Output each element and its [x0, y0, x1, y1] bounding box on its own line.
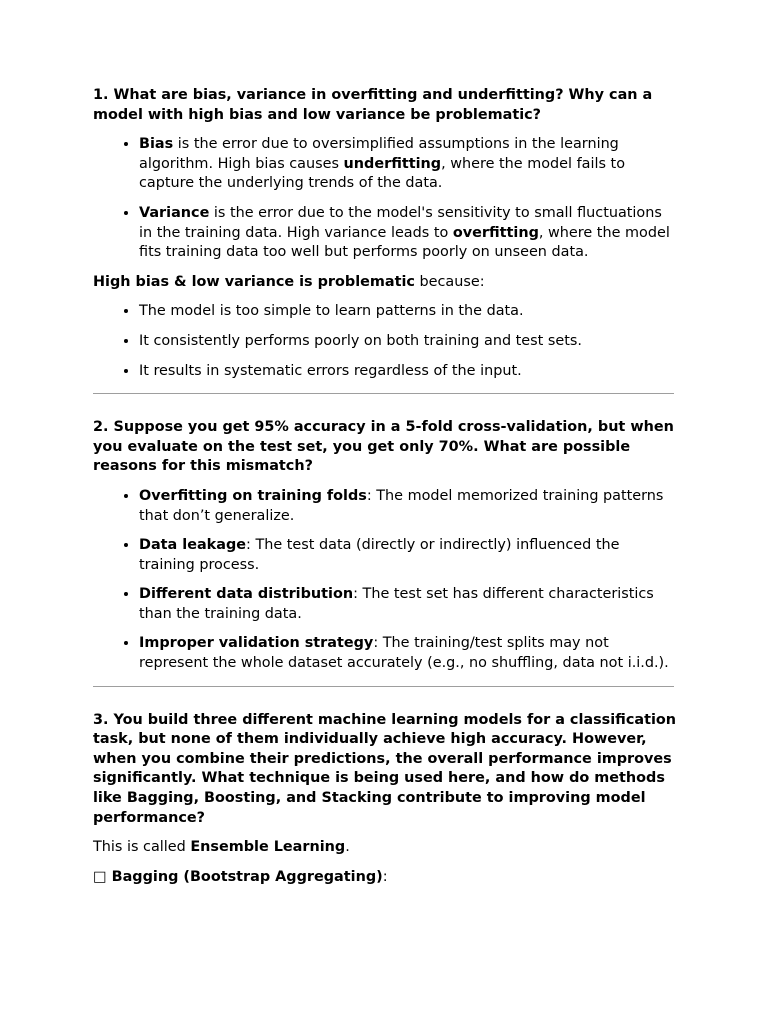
q2-reasons-list — [93, 487, 677, 674]
section-divider — [93, 686, 674, 687]
list-item: • It results in systematic errors regardless of the input. — [139, 362, 677, 382]
question-2: 2. Suppose you get 95% accuracy in a 5-fold cross-validation, but when you evaluate on the test set, you get only 70%. What are possible reasons for this mismatch? — [93, 419, 674, 475]
list-item: • Data leakage: The test data (directly or indirectly) influenced the training process. — [139, 536, 677, 575]
list-item: • Bias is the error due to oversimplified assumptions in the learning algorithm. High bias causes underfitting, where the model fails to capture the underlying trends of the data. — [139, 135, 677, 194]
list-item: • It consistently performs poorly on both training and test sets. — [139, 332, 677, 352]
term-overfitting: overfitting — [452, 224, 539, 241]
term-bias: Bias — [139, 136, 174, 153]
bagging-heading: □ Bagging (Bootstrap Aggregating): — [93, 868, 388, 885]
section-divider — [93, 393, 674, 394]
list-item: • Variance is the error due to the model's sensitivity to small fluctuations in the training data. High variance leads to overfitting, where the model fits training data too well but performs poorly on unseen data. — [139, 204, 677, 263]
term-ensemble-learning: Ensemble Learning — [190, 839, 346, 856]
problem-statement: High bias & low variance is problematic because: — [93, 273, 485, 290]
question-1: 1. What are bias, variance in overfitting and underfitting? Why can a model with high bias and low variance be problematic? — [93, 87, 653, 123]
q1-definition-list — [93, 135, 677, 263]
list-item: • Different data distribution: The test set has different characteristics than the training data. — [139, 585, 677, 624]
document-page — [93, 86, 677, 897]
term-variance: Variance — [139, 204, 210, 221]
list-item: • The model is too simple to learn patterns in the data. — [139, 302, 677, 322]
missing-glyph-icon: □ — [93, 868, 107, 885]
question-3: 3. You build three different machine learning models for a classification task, but none of them individually achieve high accuracy. However, when you combine their predictions, the overall performance improves significantly. What technique is being used here, and how do methods like Bagging, Boosting, and Stacking contribute to improving model performance? — [93, 711, 677, 826]
term-underfitting: underfitting — [343, 155, 442, 172]
q1-reasons-list — [93, 302, 677, 381]
list-item: • Overfitting on training folds: The model memorized training patterns that don’t generalize. — [139, 487, 677, 526]
answer-line: This is called Ensemble Learning. — [93, 839, 350, 856]
list-item: • Improper validation strategy: The training/test splits may not represent the whole dataset accurately (e.g., no shuffling, data not i.i.d.). — [139, 634, 677, 673]
